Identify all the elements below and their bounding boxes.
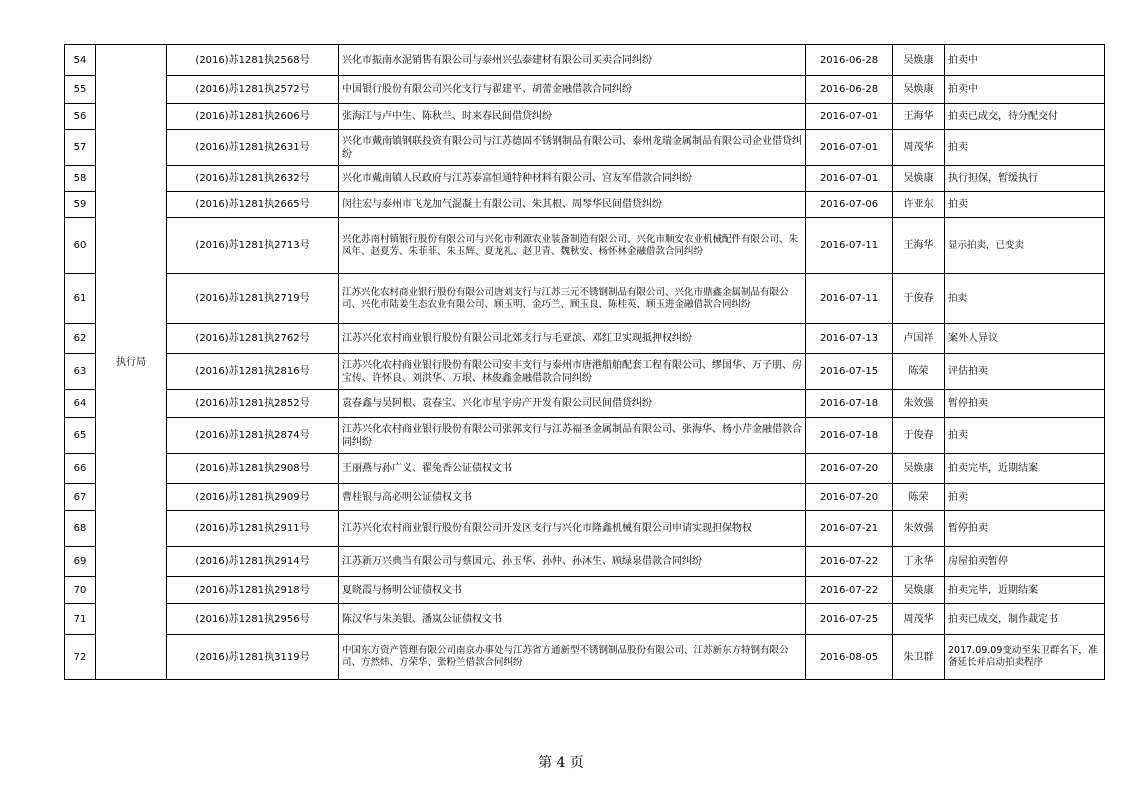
case-number: (2016)苏1281执3119号 bbox=[167, 635, 339, 680]
judge-name: 丁永华 bbox=[893, 547, 945, 577]
table-row bbox=[65, 45, 1105, 76]
case-status: 案外人异议 bbox=[945, 324, 1105, 354]
judge-name: 于俊春 bbox=[893, 418, 945, 454]
table-row bbox=[65, 192, 1105, 218]
table-row bbox=[65, 104, 1105, 130]
row-number: 59 bbox=[65, 192, 96, 218]
case-status: 2017.09.09变动至朱卫群名下，准备延长并启动拍卖程序 bbox=[945, 635, 1105, 680]
table-row bbox=[65, 484, 1105, 511]
judge-name: 吴焕康 bbox=[893, 45, 945, 76]
case-number: (2016)苏1281执2631号 bbox=[167, 130, 339, 166]
judge-name: 于俊春 bbox=[893, 274, 945, 324]
filing-date: 2016-07-01 bbox=[806, 130, 893, 166]
case-status: 拍卖已成交，制作裁定书 bbox=[945, 604, 1105, 635]
case-status: 拍卖 bbox=[945, 130, 1105, 166]
case-parties: 兴化市戴南镇钢联投资有限公司与江苏德固不锈钢制品有限公司、泰州龙瑞金属制品有限公司企业借贷纠纷 bbox=[339, 130, 806, 166]
filing-date: 2016-07-06 bbox=[806, 192, 893, 218]
case-parties: 中国东方资产管理有限公司南京办事处与江苏省方通新型不锈钢制品股份有限公司、江苏新东方特钢有限公司、方然炜、方荣华、张粉兰借款合同纠纷 bbox=[339, 635, 806, 680]
judge-name: 朱卫群 bbox=[893, 635, 945, 680]
case-status: 房屋拍卖暂停 bbox=[945, 547, 1105, 577]
table-row bbox=[65, 354, 1105, 390]
table-row bbox=[65, 604, 1105, 635]
table-row bbox=[65, 218, 1105, 274]
filing-date: 2016-07-11 bbox=[806, 274, 893, 324]
row-number: 63 bbox=[65, 354, 96, 390]
row-number: 72 bbox=[65, 635, 96, 680]
judge-name: 王海华 bbox=[893, 104, 945, 130]
judge-name: 吴焕康 bbox=[893, 76, 945, 104]
case-parties: 江苏新万兴典当有限公司与蔡国元、孙玉华、孙仲、孙沐生、顾绿泉借款合同纠纷 bbox=[339, 547, 806, 577]
case-parties: 江苏兴化农村商业银行股份有限公司安丰支行与泰州市唐港船舶配套工程有限公司、缪国华、万子朋、房宝传、许怀良、刘洪华、万垠、林俊鑫金融借款合同纠纷 bbox=[339, 354, 806, 390]
case-status: 拍卖中 bbox=[945, 76, 1105, 104]
case-parties: 夏晓霞与杨明公证债权文书 bbox=[339, 577, 806, 604]
row-number: 61 bbox=[65, 274, 96, 324]
case-parties: 江苏兴化农村商业银行股份有限公司北郊支行与毛亚滨、邓红卫实现抵押权纠纷 bbox=[339, 324, 806, 354]
filing-date: 2016-07-20 bbox=[806, 484, 893, 511]
row-number: 56 bbox=[65, 104, 96, 130]
row-number: 66 bbox=[65, 454, 96, 484]
case-status: 拍卖完毕，近期结案 bbox=[945, 454, 1105, 484]
judge-name: 陈荣 bbox=[893, 484, 945, 511]
row-number: 58 bbox=[65, 166, 96, 192]
table-row bbox=[65, 76, 1105, 104]
case-number: (2016)苏1281执2914号 bbox=[167, 547, 339, 577]
row-number: 57 bbox=[65, 130, 96, 166]
case-status: 评估拍卖 bbox=[945, 354, 1105, 390]
table-row bbox=[65, 547, 1105, 577]
case-status: 拍卖 bbox=[945, 274, 1105, 324]
judge-name: 许亚东 bbox=[893, 192, 945, 218]
case-number: (2016)苏1281执2956号 bbox=[167, 604, 339, 635]
table-row bbox=[65, 577, 1105, 604]
case-parties: 兴化苏南村镇银行股份有限公司与兴化市利源农业装备制造有限公司、兴化市顺安农业机械配件有限公司、朱凤年、赵夏芳、朱菲菲、朱玉辉、夏龙礼、赵卫青、魏秋安、杨怀林金融借款合同纠纷 bbox=[339, 218, 806, 274]
table-row bbox=[65, 166, 1105, 192]
case-status: 拍卖完毕，近期结案 bbox=[945, 577, 1105, 604]
filing-date: 2016-07-01 bbox=[806, 166, 893, 192]
department-cell: 执行局 bbox=[96, 45, 167, 680]
row-number: 69 bbox=[65, 547, 96, 577]
row-number: 68 bbox=[65, 511, 96, 547]
filing-date: 2016-06-28 bbox=[806, 76, 893, 104]
case-status: 拍卖 bbox=[945, 418, 1105, 454]
case-status: 拍卖已成交，待分配交付 bbox=[945, 104, 1105, 130]
case-parties: 袁春鑫与吴阿根、袁春宝、兴化市星宇房产开发有限公司民间借贷纠纷 bbox=[339, 390, 806, 418]
table-row bbox=[65, 390, 1105, 418]
case-number: (2016)苏1281执2572号 bbox=[167, 76, 339, 104]
case-number: (2016)苏1281执2606号 bbox=[167, 104, 339, 130]
filing-date: 2016-07-25 bbox=[806, 604, 893, 635]
page-number: 第 4 页 bbox=[538, 755, 584, 771]
case-status: 拍卖中 bbox=[945, 45, 1105, 76]
table-row bbox=[65, 454, 1105, 484]
row-number: 62 bbox=[65, 324, 96, 354]
case-number: (2016)苏1281执2874号 bbox=[167, 418, 339, 454]
table-row bbox=[65, 418, 1105, 454]
case-status: 拍卖 bbox=[945, 192, 1105, 218]
table-body bbox=[65, 45, 1105, 680]
case-number: (2016)苏1281执2632号 bbox=[167, 166, 339, 192]
row-number: 71 bbox=[65, 604, 96, 635]
case-number: (2016)苏1281执2713号 bbox=[167, 218, 339, 274]
judge-name: 朱效强 bbox=[893, 390, 945, 418]
case-table bbox=[64, 44, 1105, 680]
case-status: 执行担保，暂缓执行 bbox=[945, 166, 1105, 192]
filing-date: 2016-07-21 bbox=[806, 511, 893, 547]
case-parties: 江苏兴化农村商业银行股份有限公司开发区支行与兴化市隆鑫机械有限公司申请实现担保物权 bbox=[339, 511, 806, 547]
filing-date: 2016-07-01 bbox=[806, 104, 893, 130]
case-status: 暂停拍卖 bbox=[945, 511, 1105, 547]
row-number: 65 bbox=[65, 418, 96, 454]
judge-name: 吴焕康 bbox=[893, 454, 945, 484]
case-status: 拍卖 bbox=[945, 484, 1105, 511]
judge-name: 朱效强 bbox=[893, 511, 945, 547]
table-row bbox=[65, 324, 1105, 354]
case-parties: 江苏兴化农村商业银行股份有限公司张郭支行与江苏福圣金属制品有限公司、张海华、杨小芹金融借款合同纠纷 bbox=[339, 418, 806, 454]
table-row bbox=[65, 511, 1105, 547]
case-parties: 张海江与卢中生、陈秋兰、时来春民间借贷纠纷 bbox=[339, 104, 806, 130]
case-number: (2016)苏1281执2568号 bbox=[167, 45, 339, 76]
filing-date: 2016-07-15 bbox=[806, 354, 893, 390]
case-number: (2016)苏1281执2911号 bbox=[167, 511, 339, 547]
row-number: 55 bbox=[65, 76, 96, 104]
case-number: (2016)苏1281执2762号 bbox=[167, 324, 339, 354]
filing-date: 2016-08-05 bbox=[806, 635, 893, 680]
case-status: 显示拍卖，已变卖 bbox=[945, 218, 1105, 274]
case-parties: 中国银行股份有限公司兴化支行与翟建平、胡蕾金融借款合同纠纷 bbox=[339, 76, 806, 104]
judge-name: 吴焕康 bbox=[893, 577, 945, 604]
case-parties: 兴化市戴南镇人民政府与江苏泰富恒通特种材料有限公司、宫友军借款合同纠纷 bbox=[339, 166, 806, 192]
case-number: (2016)苏1281执2719号 bbox=[167, 274, 339, 324]
judge-name: 周茂华 bbox=[893, 130, 945, 166]
case-number: (2016)苏1281执2852号 bbox=[167, 390, 339, 418]
table-row bbox=[65, 274, 1105, 324]
judge-name: 周茂华 bbox=[893, 604, 945, 635]
filing-date: 2016-07-22 bbox=[806, 547, 893, 577]
case-status: 暂停拍卖 bbox=[945, 390, 1105, 418]
case-parties: 闵往宏与泰州市飞龙加气混凝土有限公司、朱其根、周琴华民间借贷纠纷 bbox=[339, 192, 806, 218]
filing-date: 2016-07-22 bbox=[806, 577, 893, 604]
case-number: (2016)苏1281执2816号 bbox=[167, 354, 339, 390]
row-number: 64 bbox=[65, 390, 96, 418]
filing-date: 2016-07-13 bbox=[806, 324, 893, 354]
table-row bbox=[65, 130, 1105, 166]
filing-date: 2016-06-28 bbox=[806, 45, 893, 76]
judge-name: 吴焕康 bbox=[893, 166, 945, 192]
case-number: (2016)苏1281执2909号 bbox=[167, 484, 339, 511]
case-parties: 江苏兴化农村商业银行股份有限公司唐刘支行与江苏三元不锈钢制品有限公司、兴化市鼎鑫金属制品有限公司、兴化市陆姜生态农业有限公司、顾玉明、金巧兰、顾玉良、陈桂英、顾玉进金融借款合同纠纷 bbox=[339, 274, 806, 324]
judge-name: 王海华 bbox=[893, 218, 945, 274]
filing-date: 2016-07-20 bbox=[806, 454, 893, 484]
filing-date: 2016-07-18 bbox=[806, 418, 893, 454]
case-number: (2016)苏1281执2665号 bbox=[167, 192, 339, 218]
row-number: 54 bbox=[65, 45, 96, 76]
row-number: 67 bbox=[65, 484, 96, 511]
case-parties: 兴化市振南水泥销售有限公司与泰州兴弘泰建材有限公司买卖合同纠纷 bbox=[339, 45, 806, 76]
table-row bbox=[65, 635, 1105, 680]
filing-date: 2016-07-18 bbox=[806, 390, 893, 418]
row-number: 70 bbox=[65, 577, 96, 604]
filing-date: 2016-07-11 bbox=[806, 218, 893, 274]
judge-name: 卢国祥 bbox=[893, 324, 945, 354]
judge-name: 陈荣 bbox=[893, 354, 945, 390]
case-parties: 王丽燕与孙广义、翟兔香公证债权文书 bbox=[339, 454, 806, 484]
row-number: 60 bbox=[65, 218, 96, 274]
case-number: (2016)苏1281执2908号 bbox=[167, 454, 339, 484]
case-parties: 陈汉华与朱美银、潘岚公证债权文书 bbox=[339, 604, 806, 635]
case-parties: 曹桂银与高必明公证债权文书 bbox=[339, 484, 806, 511]
case-number: (2016)苏1281执2918号 bbox=[167, 577, 339, 604]
